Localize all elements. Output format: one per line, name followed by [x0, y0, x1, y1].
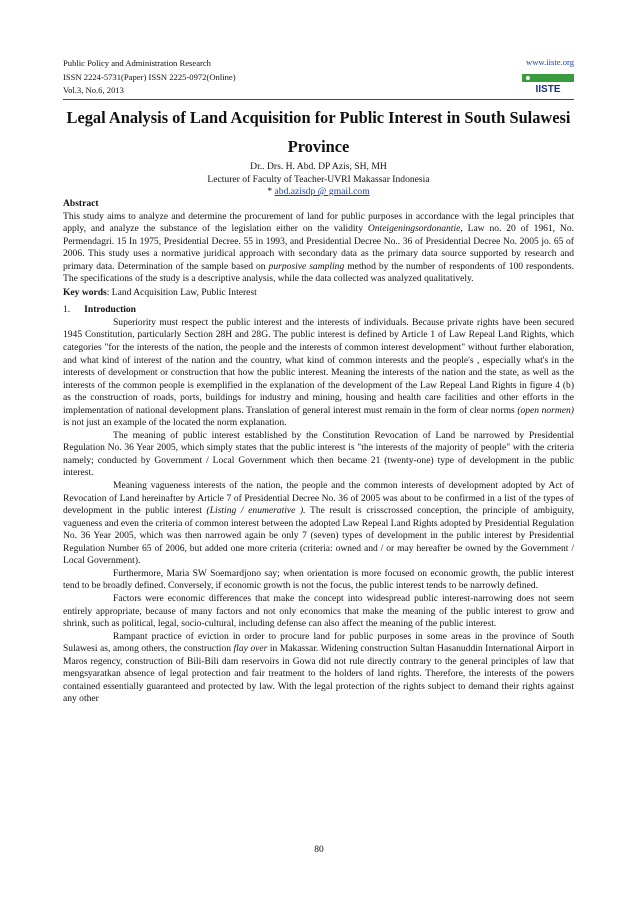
email-prefix: *	[267, 186, 275, 198]
paragraph	[63, 631, 574, 706]
volume-line: Vol.3, No.6, 2013	[63, 85, 124, 95]
paragraph	[63, 480, 574, 568]
paragraph-text: Superiority must respect the public interest and the interests of individuals. Because private rights have been secured 1945 Constitution, particularly Section 28H and 28G. The public interest is defined by Article 1 of Law Repeal Land Rights, which categories "for the interests of the nation, the people and the interests of common interest development" without further elaboration, and what kind of interest of the nation and the country, what kind of common interests and the people's , especially what's in the interests of development or construction that how the public interest. Meaning the interests of the nation and the state, as well as the interests of the common people is exemplified in the explanation of the development of the Law Repeal Land Rights in figure 4 (b) as the construction of roads, ports, buildings for industry and mining, housing and health care facilities and other efforts in the implementation of national development plans. Translation of general interest must remain in the form of clear norms	[63, 316, 574, 416]
section-number: 1.	[63, 304, 71, 316]
abstract-italic: Onteigeningsordonantie,	[367, 223, 463, 235]
journal-name: Public Policy and Administration Research	[63, 58, 211, 68]
abstract-italic: purposive sampling	[268, 260, 345, 272]
paper-title: Legal Analysis of Land Acquisition for Public Interest in South Sulawesi Province	[66, 108, 571, 156]
paragraph-text: The result is crisscrossed conception, the principle of ambiguity, vagueness and even the criteria of common interest between the adopted Law Repeal Land Rights adopted by Presidential Regulation No. 36 Year 2005, which was then narrowed again be only 7 (seven) types of development in the public interest by Presidential Regulation Number 65 of 2006, but added one more criteria (criteria: owned and / or may hereafter be owned by the Government / Local Government).	[63, 505, 574, 567]
keywords-line	[63, 287, 574, 300]
paragraph	[63, 317, 574, 430]
abstract-part: This study aims to analyze and determine the procurement of land for public purposes in accordance with the legal principles that apply, and analyze the substance of the legislation either on the validity	[63, 210, 574, 235]
paragraph-text: in Makassar. Widening construction Sultan Hasanuddin International Airport in Maros regency, construction of Bili-Bili dam reservoirs in Gowa did not rule directly contrary to the general principles of law that mengsyaratkan absence of legal protection and fair treatment to the holders of land rights. Therefore, the interests of the powers contained essentially guaranteed and protected by law. With the legal protection of the rights subject to demand their rights against any other	[63, 643, 574, 705]
paragraph: Factors were economic differences that make the concept into widespread public interest-narrowing does not seem entirely appropriate, because of many factors and not only economics that make the meaning of the public interest to grow and shrink, such as political, legal, socio-cultural, including defense can also affect the meaning of the public interest.	[63, 592, 574, 630]
section-heading	[63, 304, 574, 317]
issn-line: ISSN 2224-5731(Paper) ISSN 2225-0972(Online)	[63, 71, 236, 82]
page-number: 80	[314, 845, 324, 855]
paragraph-text: is not just an example of the located the norm explanation.	[63, 417, 287, 429]
author-email-link[interactable]: abd.azisdp @ gmail.com	[274, 186, 370, 198]
running-header	[63, 57, 236, 98]
header-rule	[63, 99, 574, 100]
author-email-line	[63, 186, 574, 199]
abstract-text	[63, 211, 574, 286]
paper-body	[63, 198, 574, 706]
paragraph-text: Meaning vagueness interests of the nation, the people and the common interests of development adopted by Act of Revocation of Land hereinafter by Article 7 of Presidential Decree No. 36 of 2005 was about to be confirmed in a list of the types of development in the public interest	[63, 480, 574, 517]
paragraph-italic: (Listing / enumerative ).	[206, 505, 306, 517]
author-name: Dr.. Drs. H. Abd. DP Azis, SH, MH	[250, 161, 387, 172]
keywords-label: Key words	[63, 286, 107, 298]
paragraph-italic: (open normen)	[517, 404, 574, 416]
author-block	[63, 161, 574, 199]
logo-dot	[526, 76, 530, 80]
journal-url-link[interactable]: www.iiste.org	[526, 57, 574, 67]
author-affiliation: Lecturer of Faculty of Teacher-UVRI Makassar Indonesia	[207, 173, 430, 185]
logo-text: IISTE	[535, 84, 561, 94]
section-title: Introduction	[84, 304, 136, 316]
iiste-logo	[522, 72, 574, 94]
paragraph: Furthermore, Maria SW Soemardjono say; when orientation is more focused on economic growth, the public interest tend to be broadly defined. Conversely, if economic growth is not the focus, the public interest tends to be narrowly defined.	[63, 567, 574, 592]
paragraph: The meaning of public interest established by the Constitution Revocation of Land be narrowed by Presidential Regulation No. 36 Year 2005, which simply states that the public interest is "the interests of the majority of people" with the criteria namely; conducted by Government / Local Government which then became 21 (twenty-one) type of development in the public interest.	[63, 429, 574, 479]
keywords-value: : Land Acquisition Law, Public Interest	[106, 286, 257, 298]
abstract-part: Law no. 20 of 1961, No. Permendagri. 15 In 1975, Presidential Decree. 55 in 1993, and Presidential Decree No.. 36 of Presidential Decree No. 2005 jo. 65 of 2006. This study uses a normative juridical approach with secondary data as the primary data source supported by research and primary data. Determination of the sample based on	[63, 223, 574, 272]
paragraph-italic: flay over	[233, 643, 268, 655]
paragraph-text: Rampant practice of eviction in order to procure land for public purposes in some areas in the province of South Sulawesi as, among others, the construction	[63, 630, 574, 655]
abstract-part: method by the number of respondents of 100 respondents. The specifications of the study is a descriptive analysis, while the data collected was analyzed qualitatively.	[63, 260, 575, 285]
abstract-heading: Abstract	[63, 198, 99, 209]
